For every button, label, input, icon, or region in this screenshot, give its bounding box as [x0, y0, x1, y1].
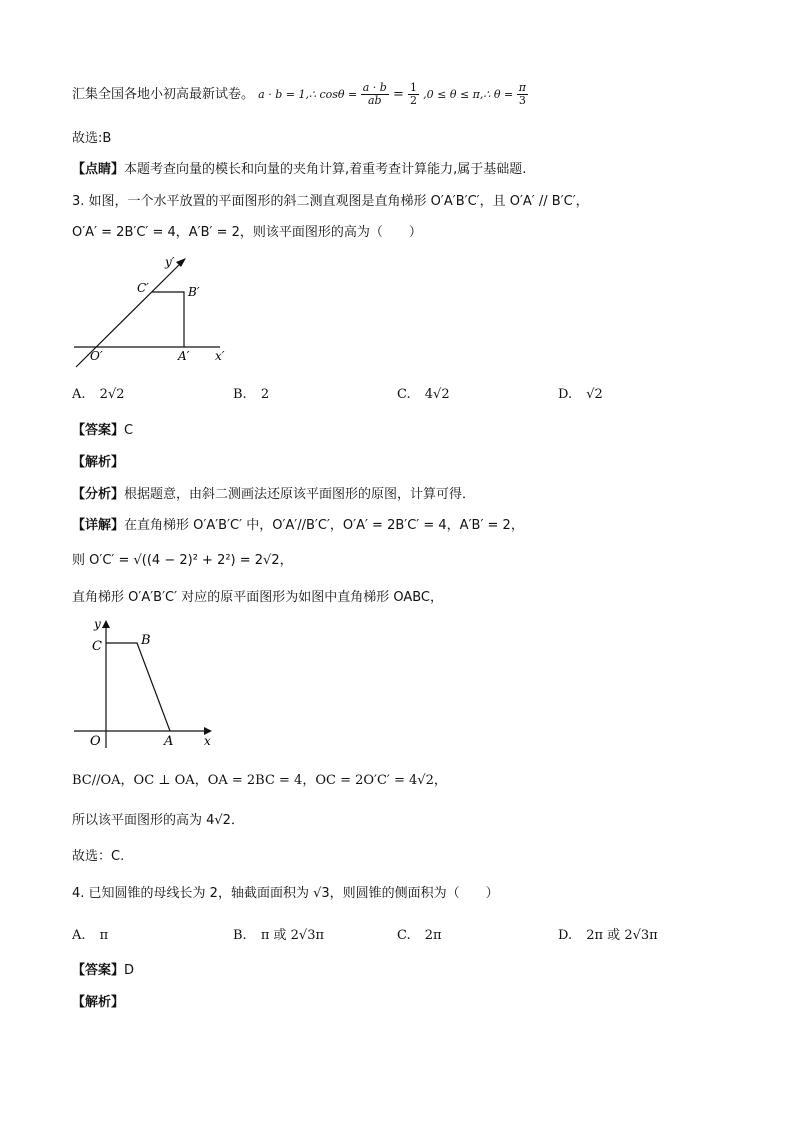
q3-detail: 【详解】在直角梯形 O′A′B′C′ 中，O′A′//B′C′，O′A′ = 2B′C′ = 4，A′B′ = 2，: [72, 518, 524, 533]
label-b: B: [141, 633, 151, 648]
q3-conclusion: 所以该平面图形的高为 4√2．: [72, 813, 244, 828]
q3-option-c[interactable]: C. 4√2: [397, 387, 450, 402]
q4-option-b[interactable]: B. π 或 2√3π: [233, 928, 325, 943]
q3-option-d[interactable]: D. √2: [558, 387, 603, 402]
label-c-prime: C′: [137, 281, 149, 295]
q3-relations: BC//OA，OC ⊥ OA，OA = 2BC = 4，OC = 2O′C′ = 4√2，: [72, 773, 447, 788]
header-frac-half: $\frac{1}{2}$: [409, 81, 417, 107]
q4-analysis-tag: 【解析】: [72, 995, 125, 1010]
q3-choice: 故选：C.: [72, 849, 125, 864]
figure-oblique-trapezoid: [70, 252, 240, 370]
q3-option-a[interactable]: A. 2√2: [72, 387, 125, 402]
q4-option-d[interactable]: D. 2π 或 2√3π: [558, 928, 658, 943]
comment-tag: 【点睛】: [72, 162, 125, 177]
label-a-prime: A′: [178, 349, 190, 363]
header-frac-pi: $\frac{\pi}{3}$: [518, 81, 526, 107]
q4-option-a[interactable]: A. π: [72, 928, 109, 943]
label-o-prime: O′: [90, 349, 103, 363]
trapezoid-edges: [152, 292, 184, 347]
q3-option-b[interactable]: B. 2: [233, 387, 270, 402]
q4-stem: 4. 已知圆锥的母线长为 2，轴截面面积为 √3，则圆锥的侧面积为（ ）: [72, 886, 499, 901]
q3-stem-line2: O′A′ = 2B′C′ = 4，A′B′ = 2，则该平面图形的高为（ ）: [72, 225, 422, 240]
label-y: y: [94, 617, 101, 631]
label-x: x: [204, 734, 211, 748]
header-prefix: 汇集全国各地小初高最新试卷。: [72, 87, 255, 102]
q3-analysis-tag: 【解析】: [72, 455, 125, 470]
header-line: 汇集全国各地小初高最新试卷。 a · b = 1,∴ cosθ = $\frac{a \cdot b}{ab}$ = $\frac{1}{2}$ ,0 ≤ θ ≤ π,∴ θ = $\frac{\pi}{3}$: [72, 81, 526, 107]
q3-calc: 则 O′C′ = √((4 − 2)² + 2²) = 2√2，: [72, 553, 293, 568]
y-arrow: [102, 620, 110, 628]
q3-answer: 【答案】C: [72, 423, 134, 438]
q3-stem-line1: 3. 如图，一个水平放置的平面图形的斜二测直观图是直角梯形 O′A′B′C′，且 O′A′ // B′C′，: [72, 194, 589, 209]
header-tail: ,0 ≤ θ ≤ π,∴ θ =: [423, 88, 517, 101]
figure-original-trapezoid: [70, 614, 220, 750]
q3-fenxi: 【分析】根据题意，由斜二测画法还原该平面图形的原图，计算可得．: [72, 487, 476, 502]
q4-answer: 【答案】D: [72, 963, 135, 978]
label-o: O: [90, 734, 101, 749]
label-c: C: [92, 639, 102, 654]
label-a: A: [164, 734, 174, 749]
q2-choice: 故选:B: [72, 131, 112, 146]
q3-orig-text: 直角梯形 O′A′B′C′ 对应的原平面图形为如图中直角梯形 OABC，: [72, 590, 443, 605]
label-y-prime: y′: [165, 255, 175, 269]
label-b-prime: B′: [188, 285, 200, 299]
header-math: a · b = 1,∴ cosθ =: [258, 88, 361, 101]
q2-comment: [72, 161, 526, 179]
header-frac-cos: $\frac{a \cdot b}{ab}$: [362, 81, 387, 107]
q4-option-c[interactable]: C. 2π: [397, 928, 442, 943]
comment-text: 本题考查向量的模长和向量的夹角计算,着重考查计算能力,属于基础题.: [124, 162, 527, 177]
label-x-prime: x′: [215, 349, 225, 363]
trapezoid-abc: [106, 643, 170, 731]
